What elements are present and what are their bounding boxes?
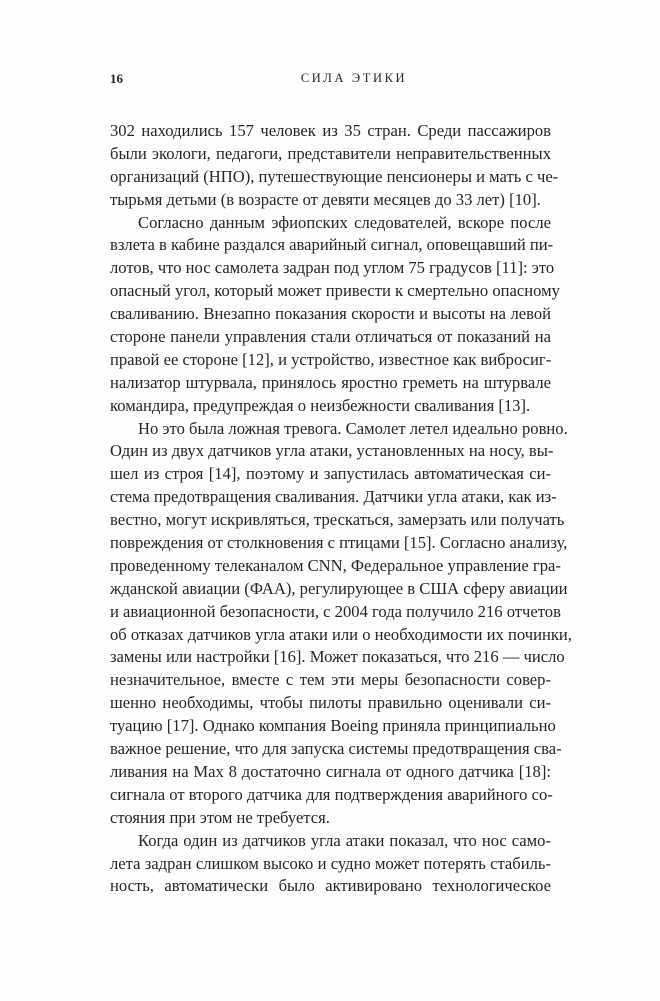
text-line: опасный угол, который может привести к смертельно опасному: [110, 281, 560, 301]
text-line: ность, автоматически было активировано технологическое: [110, 876, 551, 896]
text-line: тырьмя детьми (в возрасте от девяти месяцев до 33 лет) [10].: [110, 189, 541, 209]
text-line: Согласно данным эфиопских следователей, вскоре после: [138, 212, 551, 232]
text-line: Один из двух датчиков угла атаки, установленных на носу, вы-: [110, 441, 554, 461]
text-line: незначительное, вместе с тем эти меры безопасности совер-: [110, 670, 551, 690]
text-line: стороне панели управления стали отличаться от показаний на: [110, 327, 551, 347]
text-line: туацию [17]. Однако компания Boeing приняла принципиально: [110, 716, 556, 736]
text-line: замены или настройки [16]. Может показаться, что 216 — число: [110, 647, 565, 667]
text-line: 302 находились 157 человек из 35 стран. Среди пассажиров: [110, 121, 551, 140]
text-line: сваливанию. Внезапно показания скорости и высоты на левой: [110, 304, 551, 324]
text-line: стояния при этом не требуется.: [110, 807, 330, 827]
text-line: важное решение, что для запуска системы предотвращения сва-: [110, 739, 562, 759]
text-line: взлета в кабине раздался аварийный сигнал, оповещавший пи-: [110, 235, 554, 255]
text-line: шенно необходимы, чтобы пилоты правильно оценивали си-: [110, 693, 551, 713]
text-line: жданской авиации (ФАА), регулирующее в США сферу авиации: [110, 578, 568, 598]
text-line: и авиационной безопасности, с 2004 года получило 216 отчетов: [110, 601, 561, 621]
text-line: стема предотвращения сваливания. Датчики угла атаки, как из-: [110, 487, 557, 507]
running-title: СИЛА ЭТИКИ: [300, 71, 408, 85]
text-line: вестно, могут искривляться, трескаться, замерзать или получать: [110, 510, 565, 530]
page-number: 16: [110, 71, 123, 86]
text-line: Но это была ложная тревога. Самолет летел идеально ровно.: [138, 418, 568, 438]
text-line: командира, предупреждая о неизбежности сваливания [13].: [110, 395, 531, 415]
text-line: об отказах датчиков угла атаки или о необходимости их починки,: [110, 624, 572, 644]
text-line: нализатор штурвала, принялось яростно греметь на штурвале: [110, 372, 551, 392]
text-line: повреждения от столкновения с птицами [15]. Согласно анализу,: [110, 533, 568, 553]
text-line: организаций (НПО), путешествующие пенсионеры и мать с че-: [110, 166, 559, 186]
text-line: проведенному телеканалом CNN, Федеральное управление гра-: [110, 555, 561, 575]
body-text: [110, 120, 572, 898]
text-line: шел из строя [14], поэтому и запустилась автоматическая си-: [110, 464, 551, 484]
text-line: лета задран слишком высоко и судно может потерять стабиль-: [110, 853, 551, 873]
text-line: сигнала от второго датчика для подтверждения аварийного со-: [110, 784, 553, 804]
text-line: правой ее стороне [12], и устройство, известное как вибросиг-: [110, 349, 552, 369]
text-line: лотов, что нос самолета задран под углом 75 градусов [11]: это: [110, 258, 555, 278]
text-line: ливания на Max 8 достаточно сигнала от одного датчика [18]:: [110, 761, 551, 781]
text-line: были экологи, педагоги, представители неправительственных: [110, 143, 551, 163]
text-line: Когда один из датчиков угла атаки показал, что нос само-: [138, 830, 551, 850]
